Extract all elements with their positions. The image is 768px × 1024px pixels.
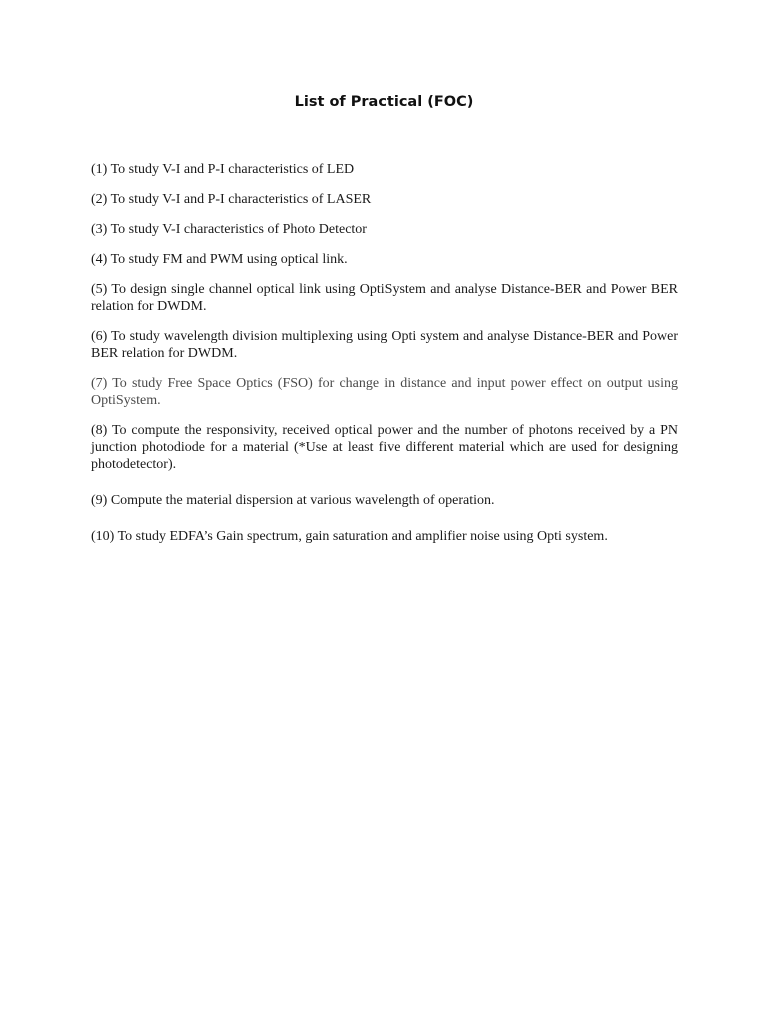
list-item-8: (8) To compute the responsivity, received optical power and the number of photons received by a PN junction photodiode for a material (*Use at least five different material which are used for designing photodetector).	[91, 423, 678, 472]
list-item-1: (1) To study V-I and P-I characteristics of LED	[91, 162, 355, 177]
list-item-4: (4) To study FM and PWM using optical link.	[91, 252, 348, 267]
list-item-7: (7) To study Free Space Optics (FSO) for change in distance and input power effect on output using OptiSystem.	[91, 376, 678, 408]
page-title: List of Practical (FOC)	[294, 94, 474, 110]
practical-list	[91, 161, 678, 558]
list-item-9: (9) Compute the material dispersion at various wavelength of operation.	[91, 493, 495, 508]
list-item-6: (6) To study wavelength division multiplexing using Opti system and analyse Distance-BER and Power BER relation for DWDM.	[91, 329, 678, 361]
list-item-5: (5) To design single channel optical link using OptiSystem and analyse Distance-BER and Power BER relation for DWDM.	[91, 282, 678, 314]
list-item-10: (10) To study EDFA’s Gain spectrum, gain saturation and amplifier noise using Opti system.	[91, 529, 608, 544]
list-item-3: (3) To study V-I characteristics of Photo Detector	[91, 222, 367, 237]
list-item-2: (2) To study V-I and P-I characteristics of LASER	[91, 192, 372, 207]
